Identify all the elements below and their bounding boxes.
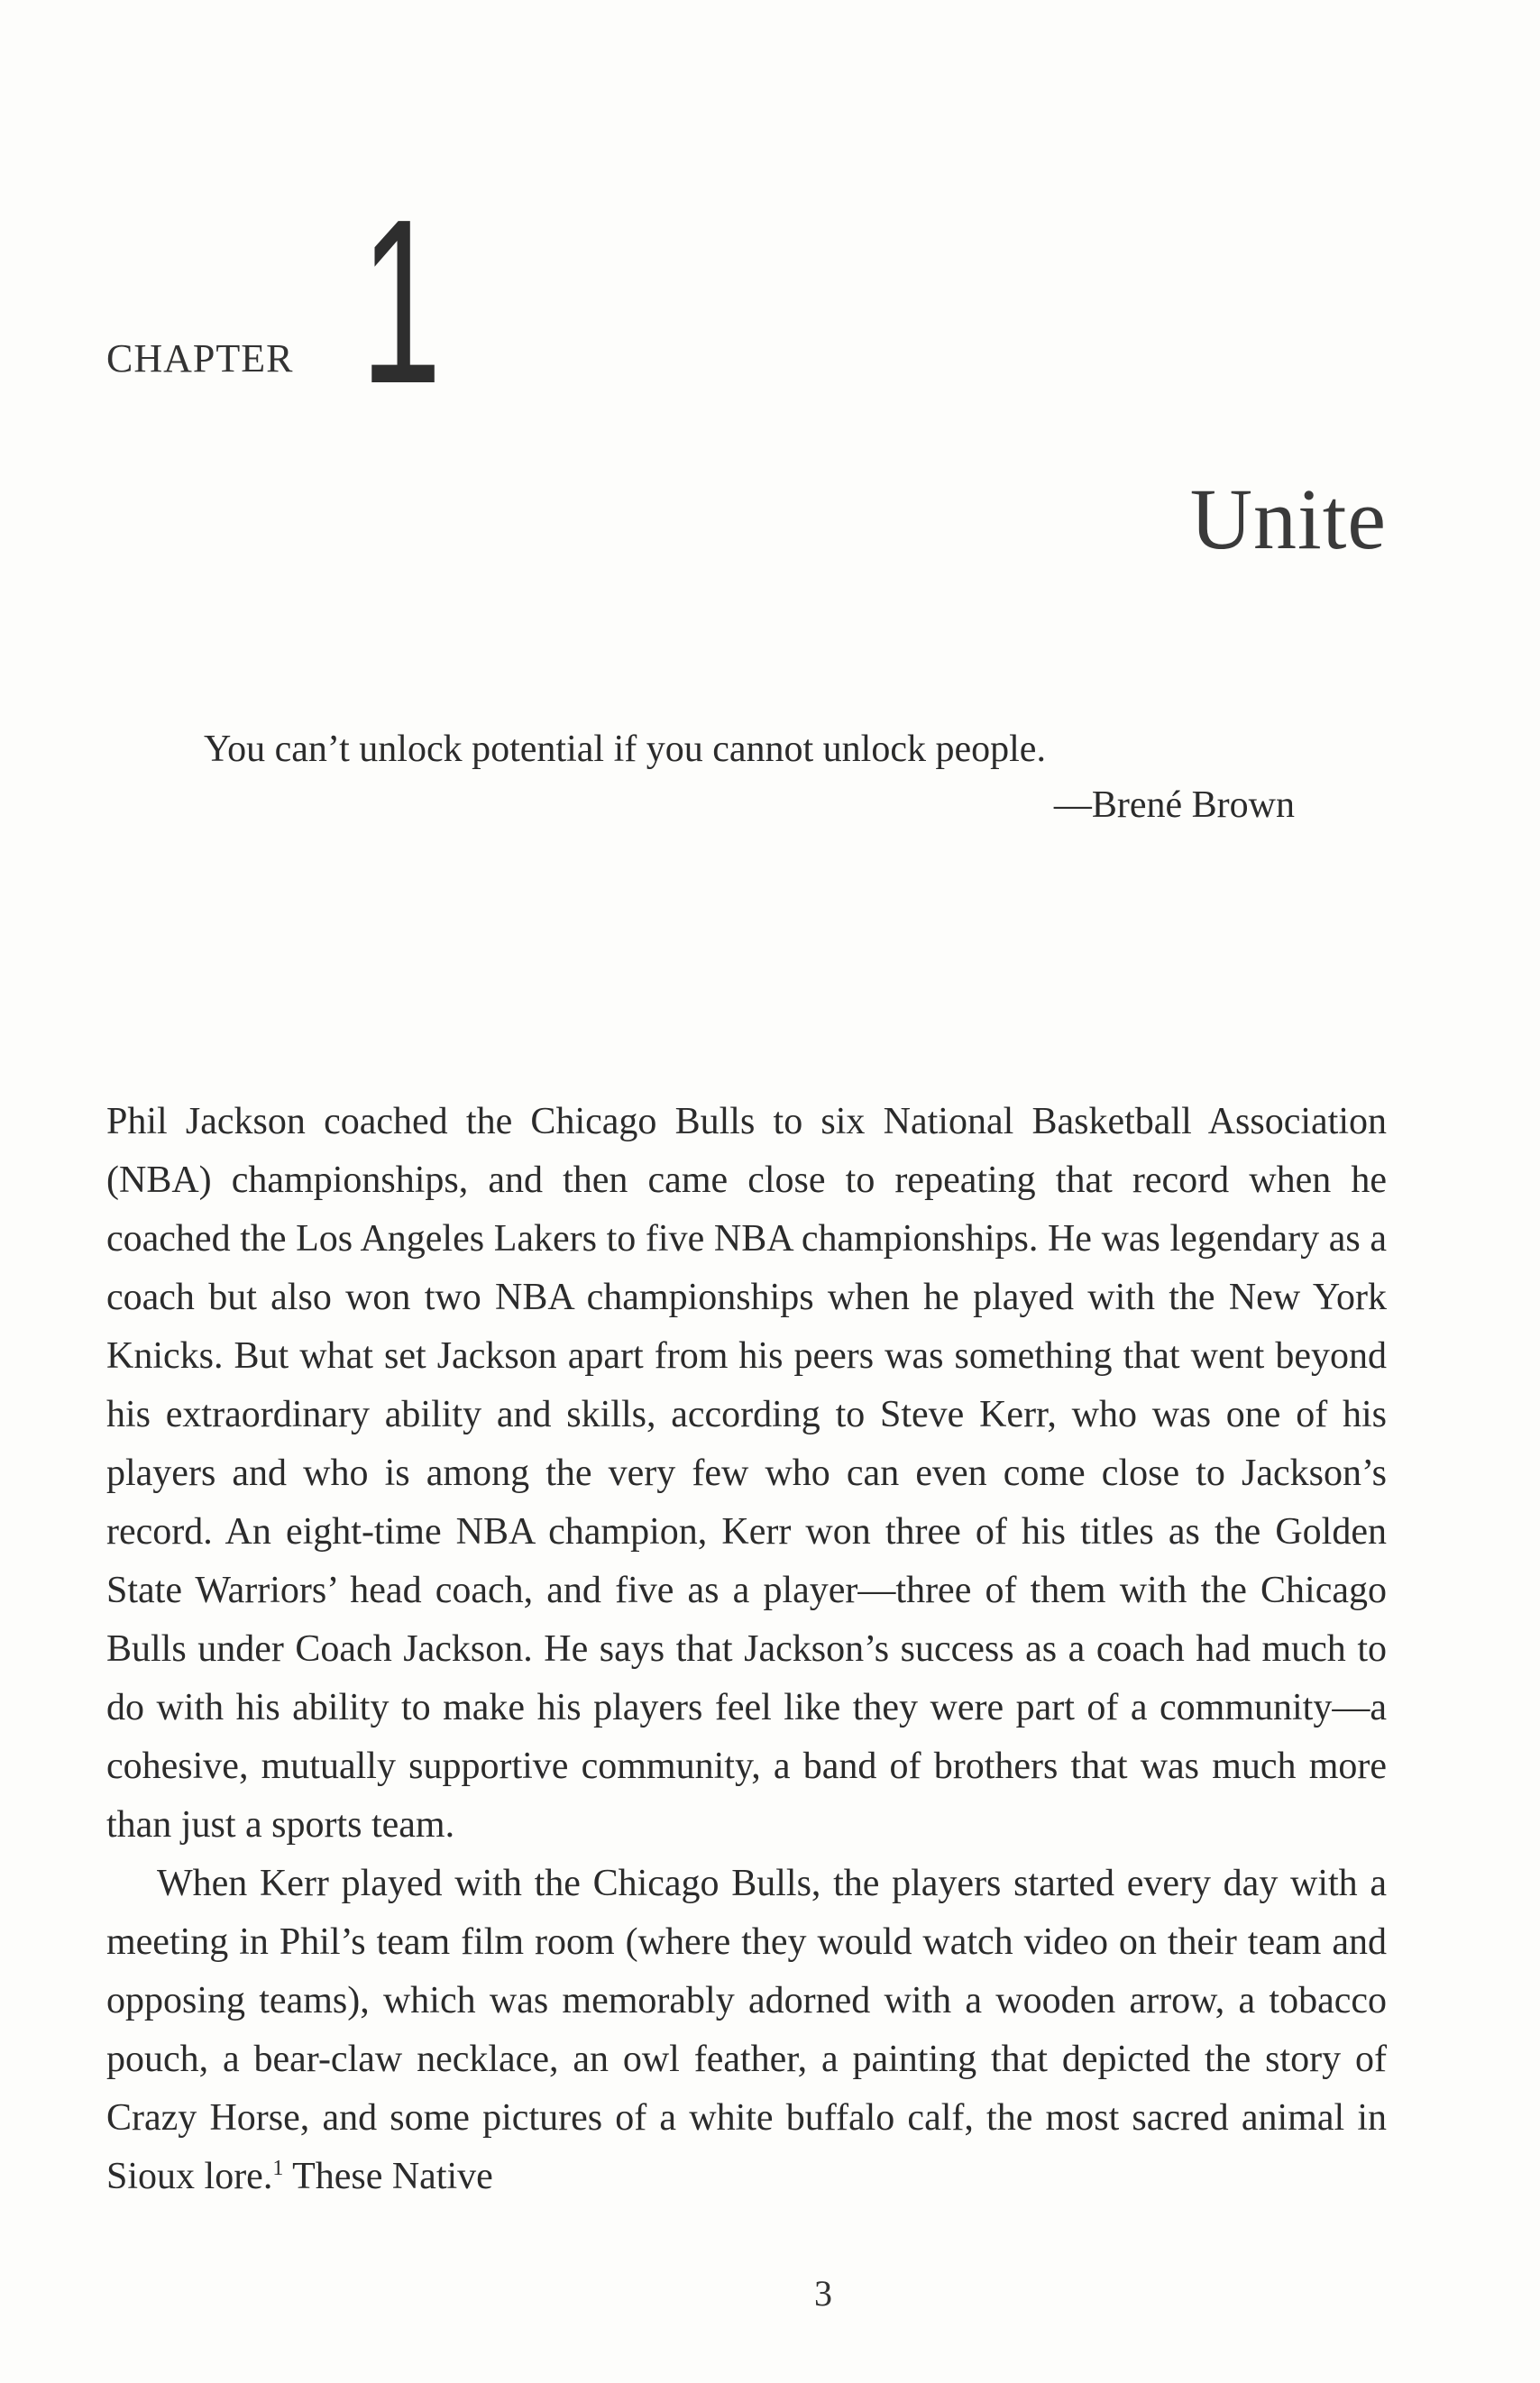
paragraph-2-tail: These Native	[283, 2156, 493, 2197]
paragraph-1: Phil Jackson coached the Chicago Bulls to six National Basketball Association (NBA) championships, and then came close to repeating that record when he coached the Los Angeles Lakers to five NBA championships. He was legendary as a coach but also won two NBA championships when he played with the New York Knicks. But what set Jackson apart from his peers was something that went beyond his extraordinary ability and skills, according to Steve Kerr, who was one of his players and who is among the very few who can even come close to Jackson’s record. An eight-time NBA champion, Kerr won three of his titles as the Golden State Warriors’ head coach, and five as a player—three of them with the Chicago Bulls under Coach Jackson. He says that Jackson’s success as a coach had much to do with his ability to make his players feel like they were part of a community—a cohesive, mutually supportive community, a band of brothers that was much more than just a sports team.	[106, 1101, 1387, 1846]
paragraph-2-text: When Kerr played with the Chicago Bulls, the players started every day with a meeting in Phil’s team film room (where they would watch video on their team and opposing teams), which was memorably adorned with a wooden arrow, a tobacco pouch, a bear-claw necklace, an owl feather, a painting that depicted the story of Crazy Horse, and some pictures of a white buffalo calf, the most sacred animal in Sioux lore.	[106, 1863, 1387, 2197]
paragraph-2	[106, 1855, 1387, 2206]
epigraph-attribution: —Brené Brown	[1053, 784, 1295, 826]
chapter-number: 1	[361, 171, 442, 433]
chapter-label: CHAPTER	[106, 336, 294, 380]
footnote-reference[interactable]: 1	[272, 2157, 284, 2180]
epigraph	[204, 721, 1295, 833]
epigraph-quote: You can’t unlock potential if you cannot unlock people.	[204, 729, 1046, 770]
page-number: 3	[814, 2273, 832, 2314]
chapter-title: Unite	[1189, 471, 1387, 567]
body-text	[106, 1093, 1387, 2206]
